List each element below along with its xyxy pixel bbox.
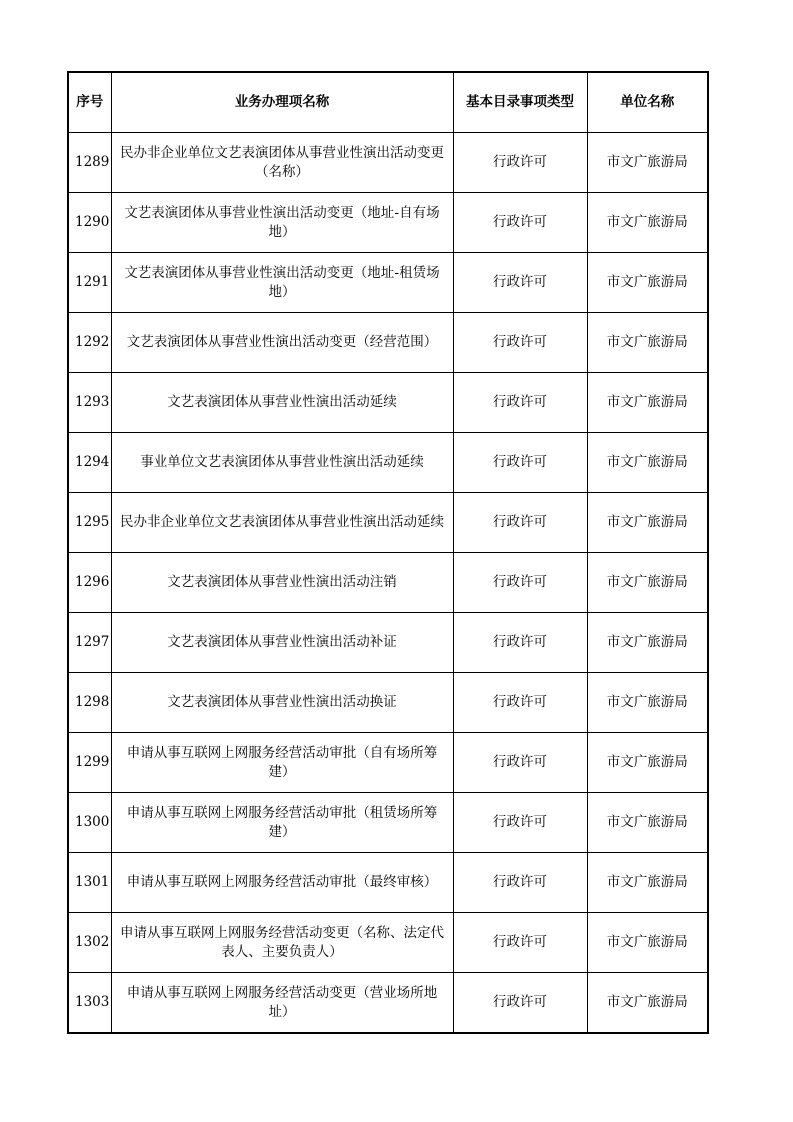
item-name-text: 事业单位文艺表演团体从事营业性演出活动延续 [140, 454, 424, 470]
serial-number-cell: 1302 [68, 913, 111, 973]
item-type-cell: 行政许可 [453, 433, 587, 493]
serial-number-cell: 1290 [68, 193, 111, 253]
item-name-cell [111, 613, 453, 673]
item-type-cell: 行政许可 [453, 373, 587, 433]
serial-number-cell: 1297 [68, 613, 111, 673]
unit-name-cell: 市文广旅游局 [587, 613, 708, 673]
serial-number-cell: 1303 [68, 973, 111, 1034]
item-name-text: 申请从事互联网上网服务经营活动审批（最终审核） [126, 874, 438, 890]
item-name-text: 文艺表演团体从事营业性演出活动变更（经营范围） [126, 334, 438, 350]
item-name-cell [111, 733, 453, 793]
header-serial-number: 序号 [68, 72, 111, 133]
table-row [68, 733, 708, 793]
item-name-cell [111, 673, 453, 733]
table-row [68, 253, 708, 313]
serial-number-cell: 1301 [68, 853, 111, 913]
item-name-cell [111, 973, 453, 1034]
table-row [68, 193, 708, 253]
serial-number-cell: 1295 [68, 493, 111, 553]
item-name-text: 申请从事互联网上网服务经营活动审批（自有场所筹建） [126, 744, 438, 780]
serial-number-cell: 1298 [68, 673, 111, 733]
table-row [68, 433, 708, 493]
table-row [68, 793, 708, 853]
table-body [68, 133, 708, 1034]
item-name-text: 文艺表演团体从事营业性演出活动变更（地址-自有场地） [124, 204, 440, 240]
table-row [68, 913, 708, 973]
item-name-text: 民办非企业单位文艺表演团体从事营业性演出活动变更（名称） [120, 144, 444, 180]
item-name-cell [111, 793, 453, 853]
item-name-text: 申请从事互联网上网服务经营活动变更（营业场所地址） [126, 984, 438, 1020]
serial-number-cell: 1291 [68, 253, 111, 313]
item-name-text: 文艺表演团体从事营业性演出活动换证 [167, 694, 397, 710]
item-type-cell: 行政许可 [453, 913, 587, 973]
table-row [68, 373, 708, 433]
item-name-cell [111, 853, 453, 913]
serial-number-cell: 1299 [68, 733, 111, 793]
serial-number-cell: 1296 [68, 553, 111, 613]
item-name-text: 申请从事互联网上网服务经营活动审批（租赁场所筹建） [126, 804, 438, 840]
item-name-cell [111, 253, 453, 313]
header-item-name: 业务办理项名称 [111, 72, 453, 133]
unit-name-cell: 市文广旅游局 [587, 913, 708, 973]
item-type-cell: 行政许可 [453, 313, 587, 373]
unit-name-cell: 市文广旅游局 [587, 853, 708, 913]
unit-name-cell: 市文广旅游局 [587, 493, 708, 553]
item-type-cell: 行政许可 [453, 673, 587, 733]
table-row [68, 553, 708, 613]
unit-name-cell: 市文广旅游局 [587, 973, 708, 1034]
item-name-text: 申请从事互联网上网服务经营活动变更（名称、法定代表人、主要负责人） [120, 924, 444, 960]
item-name-text: 文艺表演团体从事营业性演出活动变更（地址-租赁场地） [124, 264, 440, 300]
item-name-cell [111, 553, 453, 613]
serial-number-cell: 1292 [68, 313, 111, 373]
item-name-text: 文艺表演团体从事营业性演出活动补证 [167, 634, 397, 650]
serial-number-cell: 1294 [68, 433, 111, 493]
table-row [68, 973, 708, 1034]
item-name-cell [111, 493, 453, 553]
item-type-cell: 行政许可 [453, 553, 587, 613]
item-name-text: 文艺表演团体从事营业性演出活动注销 [167, 574, 397, 590]
table-row [68, 493, 708, 553]
item-name-cell [111, 433, 453, 493]
unit-name-cell: 市文广旅游局 [587, 253, 708, 313]
item-name-text: 文艺表演团体从事营业性演出活动延续 [167, 394, 397, 410]
unit-name-cell: 市文广旅游局 [587, 373, 708, 433]
service-items-table [67, 71, 709, 1034]
unit-name-cell: 市文广旅游局 [587, 553, 708, 613]
table-header [68, 72, 708, 133]
item-type-cell: 行政许可 [453, 133, 587, 193]
table-row [68, 133, 708, 193]
table-row [68, 673, 708, 733]
serial-number-cell: 1293 [68, 373, 111, 433]
unit-name-cell: 市文广旅游局 [587, 733, 708, 793]
item-type-cell: 行政许可 [453, 253, 587, 313]
header-row [68, 72, 708, 133]
item-type-cell: 行政许可 [453, 793, 587, 853]
item-name-cell [111, 913, 453, 973]
item-name-cell [111, 313, 453, 373]
item-type-cell: 行政许可 [453, 973, 587, 1034]
table-row [68, 313, 708, 373]
table-row [68, 853, 708, 913]
item-name-cell [111, 193, 453, 253]
unit-name-cell: 市文广旅游局 [587, 433, 708, 493]
item-type-cell: 行政许可 [453, 853, 587, 913]
unit-name-cell: 市文广旅游局 [587, 793, 708, 853]
unit-name-cell: 市文广旅游局 [587, 313, 708, 373]
item-type-cell: 行政许可 [453, 733, 587, 793]
item-name-text: 民办非企业单位文艺表演团体从事营业性演出活动延续 [120, 514, 444, 530]
serial-number-cell: 1300 [68, 793, 111, 853]
header-unit-name: 单位名称 [587, 72, 708, 133]
table-row [68, 613, 708, 673]
unit-name-cell: 市文广旅游局 [587, 193, 708, 253]
item-type-cell: 行政许可 [453, 193, 587, 253]
item-name-cell [111, 133, 453, 193]
header-item-type: 基本目录事项类型 [453, 72, 587, 133]
unit-name-cell: 市文广旅游局 [587, 133, 708, 193]
serial-number-cell: 1289 [68, 133, 111, 193]
item-type-cell: 行政许可 [453, 493, 587, 553]
item-name-cell [111, 373, 453, 433]
unit-name-cell: 市文广旅游局 [587, 673, 708, 733]
item-type-cell: 行政许可 [453, 613, 587, 673]
